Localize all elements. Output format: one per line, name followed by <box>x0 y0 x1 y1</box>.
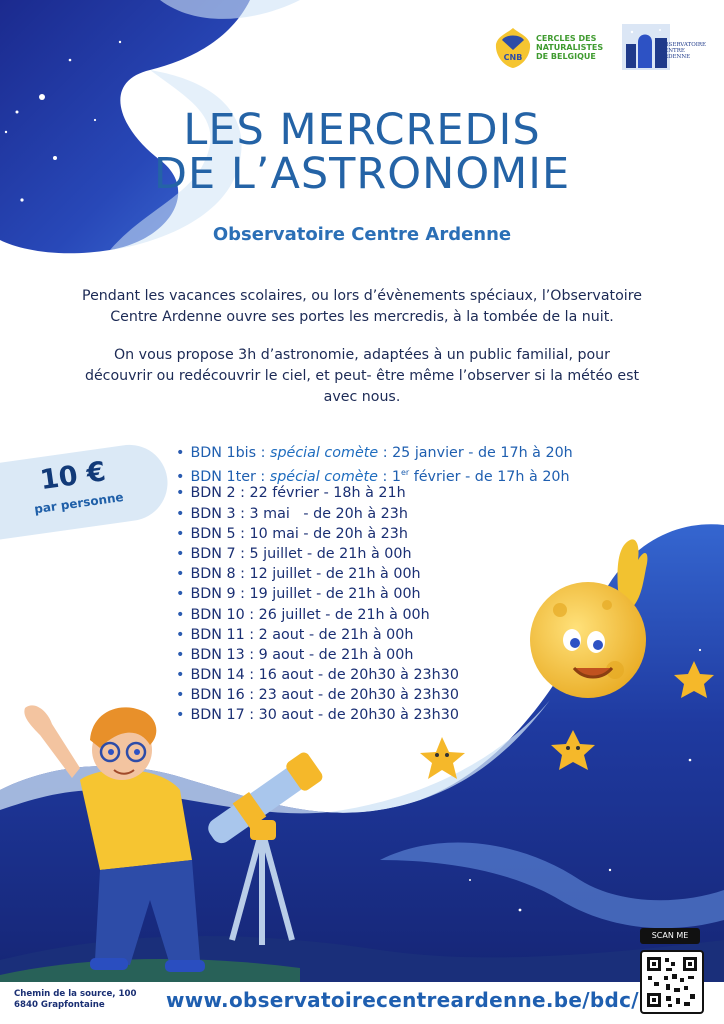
address <box>14 989 136 1011</box>
schedule-item-text: BDN 9 : 19 juillet - de 21h à 00h <box>190 586 421 603</box>
bullet-icon: • <box>176 445 185 461</box>
oca-line-2: CENTRE <box>660 48 685 54</box>
schedule-item <box>176 564 656 584</box>
bullet-icon: • <box>176 505 185 522</box>
schedule-item-text: BDN 2 : 22 février - 18h à 21h <box>190 485 406 502</box>
title-block <box>0 105 724 245</box>
schedule-item-text: BDN 14 : 16 aout - de 20h30 à 23h30 <box>190 667 459 684</box>
schedule-item-special: spécial comète <box>270 445 379 461</box>
page-title-line-2: DE L’ASTRONOMIE <box>153 149 571 199</box>
schedule-item <box>176 504 656 524</box>
cnb-line-2: NATURALISTES <box>536 43 604 52</box>
scan-me-label: SCAN ME <box>640 928 700 944</box>
schedule-item <box>176 544 656 564</box>
schedule-item-text: BDN 17 : 30 aout - de 20h30 à 23h30 <box>190 707 459 724</box>
schedule-item-date: février - de 17h à 20h <box>409 468 570 485</box>
schedule-item-sup: er <box>400 468 410 478</box>
oca-line-1: OBSERVATOIRE <box>660 42 707 48</box>
schedule-item <box>176 705 656 725</box>
bullet-icon: • <box>176 525 185 542</box>
schedule-item <box>176 645 656 665</box>
page-subtitle: Observatoire Centre Ardenne <box>212 224 512 245</box>
bullet-icon: • <box>176 646 185 663</box>
bullet-icon: • <box>176 626 185 643</box>
intro-paragraph-1: Pendant les vacances scolaires, ou lors d’évènements spéciaux, l’Observatoire Centre Ardenne ouvre ses portes les mercredis, à la tombée de la nuit. <box>82 288 642 325</box>
schedule-item-name: BDN 1ter : <box>190 468 270 485</box>
schedule-item <box>176 463 656 483</box>
bullet-icon: • <box>176 545 185 562</box>
cnb-logo-text <box>536 34 606 61</box>
cnb-logo-icon <box>494 26 532 70</box>
bullet-icon: • <box>176 667 185 684</box>
partner-logos <box>490 22 720 82</box>
qr-code-icon[interactable] <box>640 950 704 1014</box>
schedule-item-date: : 25 janvier - de 17h à 20h <box>378 445 573 461</box>
observatory-logo-text <box>660 42 720 60</box>
cnb-badge-text: CNB <box>503 53 523 62</box>
price-unit: par personne <box>33 489 125 517</box>
address-line-1: Chemin de la source, 100 <box>14 989 137 999</box>
bullet-icon: • <box>176 707 185 724</box>
schedule-item-text: BDN 7 : 5 juillet - de 21h à 00h <box>190 545 412 562</box>
schedule-item <box>176 625 656 645</box>
schedule-item-date-prefix: : 1 <box>377 468 401 485</box>
schedule-item-special: spécial comète <box>269 468 378 485</box>
schedule-item-text: BDN 11 : 2 aout - de 21h à 00h <box>190 626 414 643</box>
schedule-item-text: BDN 8 : 12 juillet - de 21h à 00h <box>190 566 421 583</box>
bullet-icon: • <box>176 485 185 502</box>
price-amount: 10 € <box>38 456 108 497</box>
schedule-item <box>176 685 656 705</box>
schedule-item <box>176 443 656 463</box>
intro-text <box>80 286 644 425</box>
schedule-item-text: BDN 16 : 23 aout - de 20h30 à 23h30 <box>190 687 459 704</box>
cnb-line-1: CERCLES DES <box>536 34 597 43</box>
page-title-line-1: LES MERCREDIS <box>183 105 541 155</box>
schedule-item <box>176 584 656 604</box>
schedule-item <box>176 605 656 625</box>
schedule-item <box>176 483 656 503</box>
schedule-item-text: BDN 3 : 3 mai - de 20h à 23h <box>190 505 408 522</box>
bullet-icon: • <box>176 586 185 603</box>
schedule-item-name: BDN 1bis : <box>190 445 270 461</box>
intro-paragraph-2: On vous propose 3h d’astronomie, adaptées à un public familial, pour découvrir ou redécouvrir le ciel, et peut- être même l’observer si la météo est avec nous. <box>84 347 640 405</box>
oca-line-3: ARDENNE <box>660 54 691 60</box>
website-link[interactable]: www.observatoirecentreardenne.be/bdc/ <box>166 988 639 1012</box>
schedule-item-text: BDN 10 : 26 juillet - de 21h à 00h <box>190 606 430 623</box>
cnb-line-3: DE BELGIQUE <box>536 52 596 61</box>
bullet-icon: • <box>176 468 185 485</box>
bullet-icon: • <box>176 687 185 704</box>
schedule-item <box>176 524 656 544</box>
schedule-item <box>176 665 656 685</box>
address-line-2: 6840 Grapfontaine <box>14 1000 105 1010</box>
schedule-item-text: BDN 5 : 10 mai - de 20h à 23h <box>190 525 408 542</box>
schedule-list <box>176 443 656 726</box>
bullet-icon: • <box>176 606 185 623</box>
bullet-icon: • <box>176 566 185 583</box>
schedule-item-text: BDN 13 : 9 aout - de 21h à 00h <box>190 646 414 663</box>
